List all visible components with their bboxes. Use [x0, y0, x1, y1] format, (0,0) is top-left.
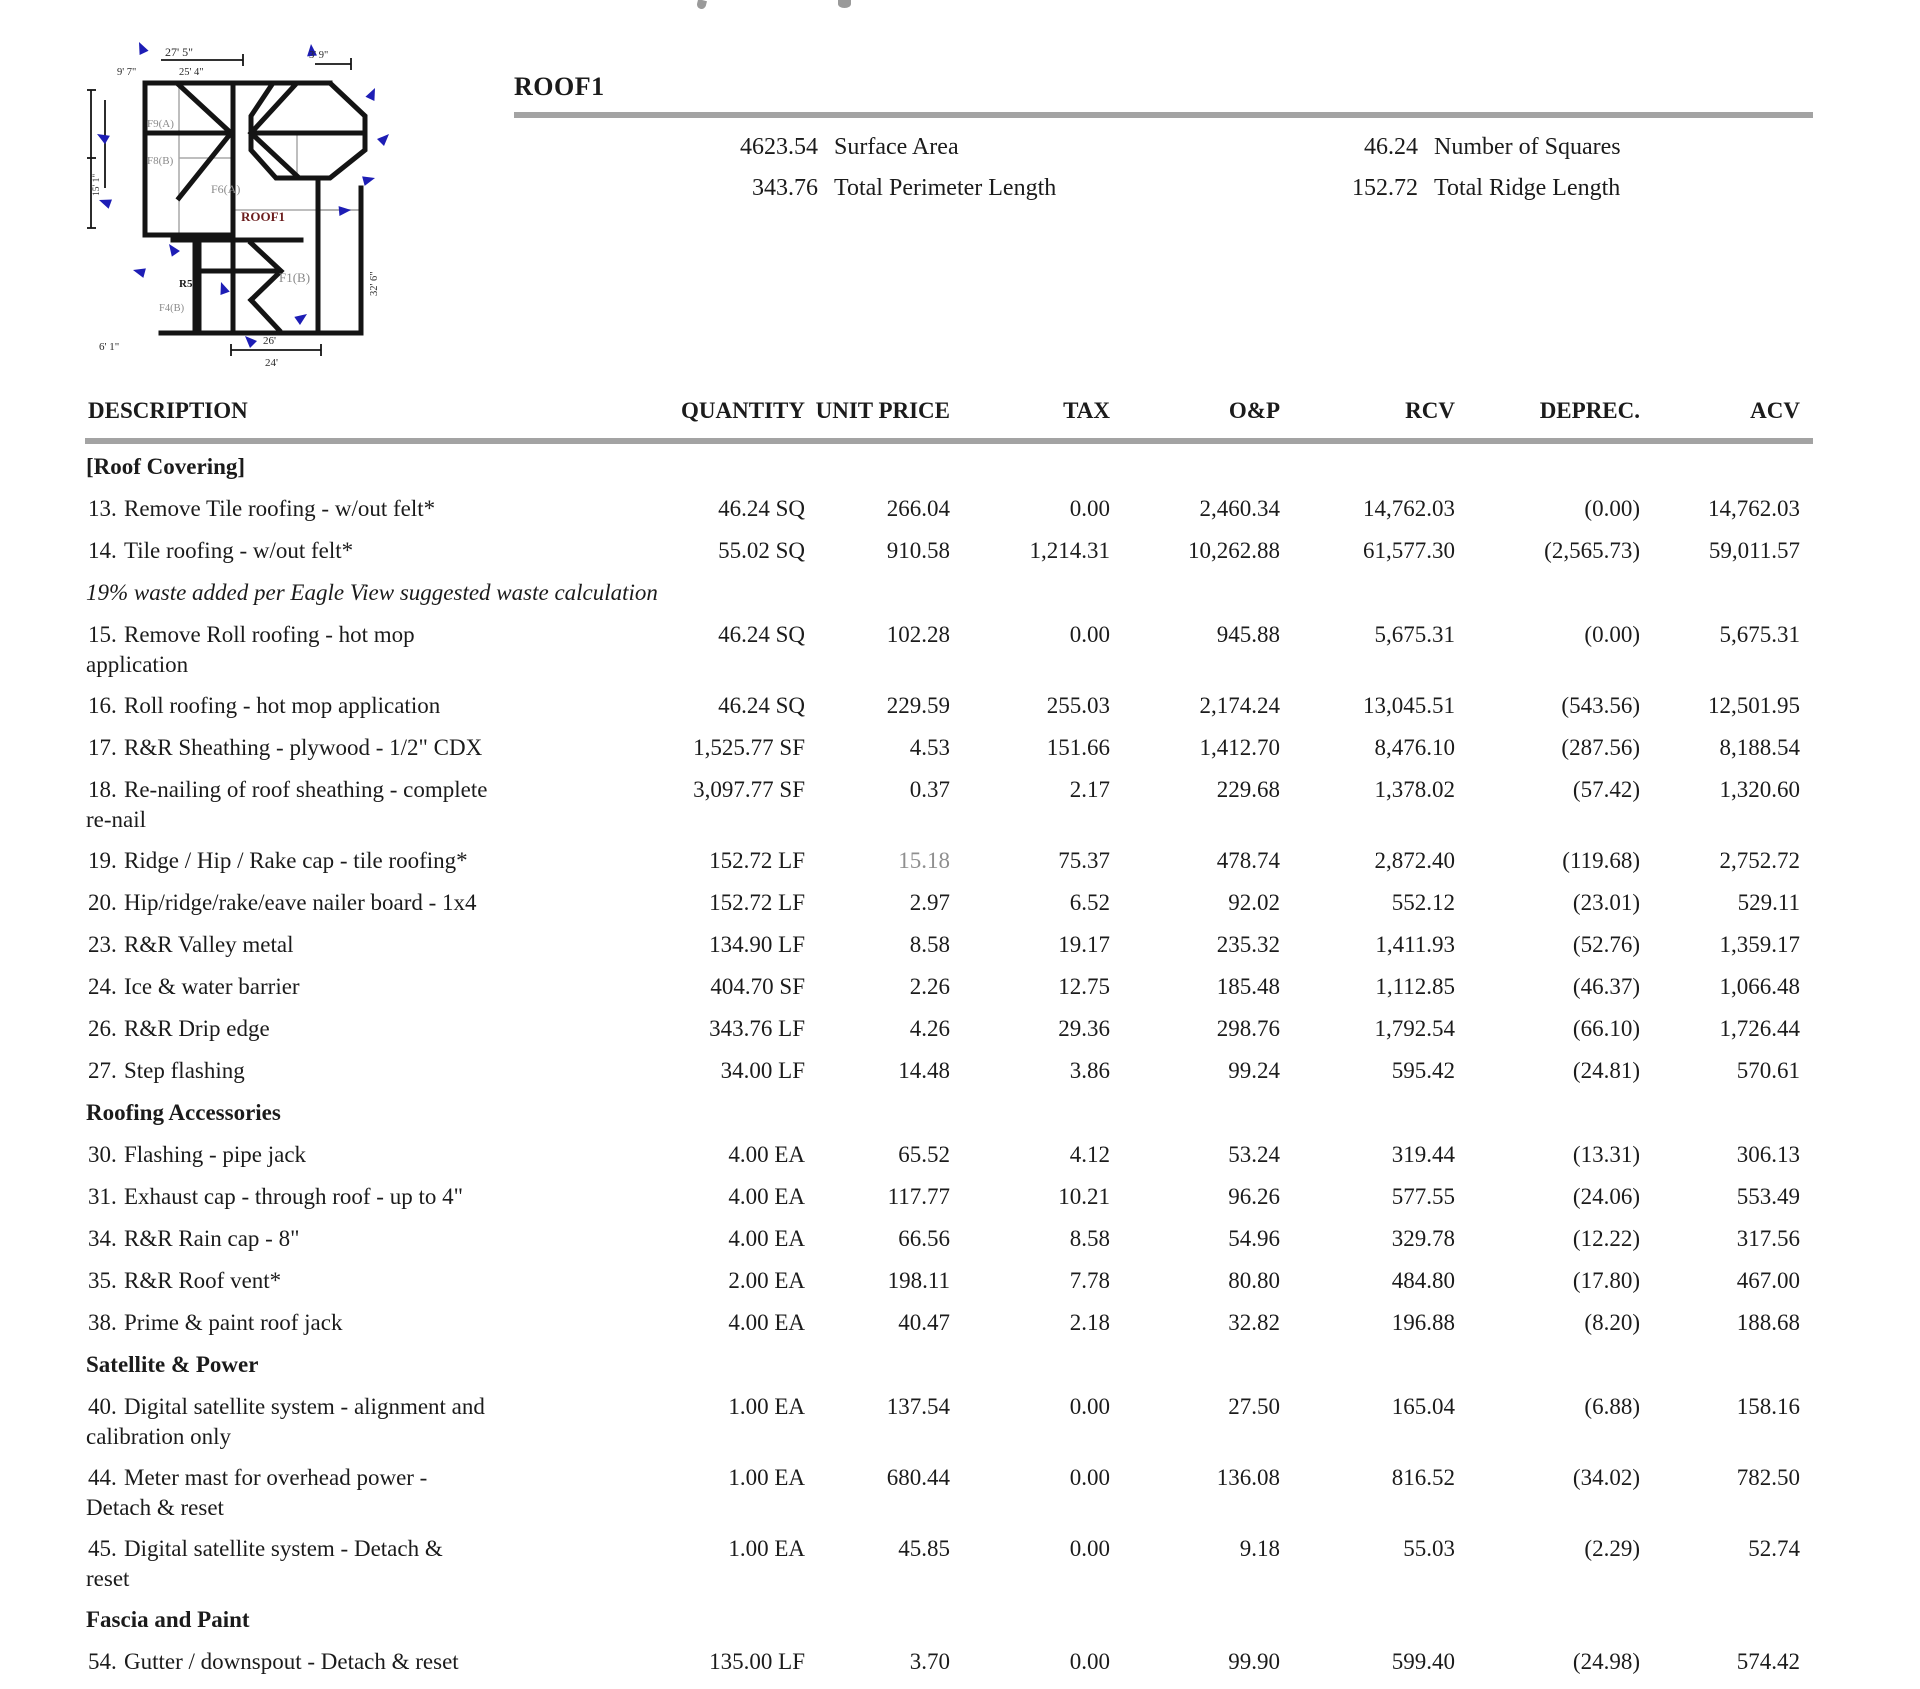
cell-rcv: 599.40	[1391, 1649, 1455, 1674]
facet-label-r5: R5	[179, 278, 193, 290]
cell-tax: 255.03	[1046, 693, 1110, 718]
cell-tax: 0.00	[1069, 1536, 1110, 1561]
pitch-marker-icons	[97, 42, 389, 348]
cell-op: 2,460.34	[1199, 496, 1280, 521]
line-description-cont: Detach & reset	[86, 1495, 224, 1520]
cell-rcv: 165.04	[1391, 1394, 1455, 1419]
line-number: 27.	[88, 1058, 117, 1083]
cell-quantity: 135.00 LF	[709, 1649, 805, 1674]
line-description-cont: calibration only	[86, 1424, 231, 1449]
cell-deprec: (0.00)	[1584, 622, 1640, 647]
cell-deprec: (46.37)	[1572, 974, 1640, 999]
dim-left: 15' 1"	[92, 173, 102, 196]
col-header-description: DESCRIPTION	[88, 398, 248, 423]
cell-acv: 782.50	[1736, 1465, 1800, 1490]
cell-op: 2,174.24	[1199, 693, 1280, 718]
section-heading: Roofing Accessories	[86, 1100, 281, 1125]
cell-unit-price: 266.04	[886, 496, 950, 521]
table-row	[0, 1056, 1920, 1098]
line-description: R&R Roof vent*	[124, 1268, 282, 1293]
cell-deprec: (66.10)	[1572, 1016, 1640, 1041]
table-row	[0, 1534, 1920, 1605]
cell-acv: 570.61	[1736, 1058, 1800, 1083]
diagram-roof1-label: ROOF1	[241, 209, 286, 224]
cell-quantity: 2.00 EA	[728, 1268, 805, 1293]
facet-label-f4b: F4(B)	[159, 303, 185, 314]
cell-unit-price: 14.48	[898, 1058, 950, 1083]
line-description: Re-nailing of roof sheathing - complete	[124, 777, 488, 802]
cell-tax: 75.37	[1058, 848, 1110, 873]
dim-bottom: 26'	[263, 335, 276, 347]
cell-rcv: 14,762.03	[1363, 496, 1455, 521]
line-description: Hip/ridge/rake/eave nailer board - 1x4	[124, 890, 477, 915]
cell-quantity: 3,097.77 SF	[693, 777, 805, 802]
table-row	[0, 1224, 1920, 1266]
cell-unit-price: 137.54	[886, 1394, 950, 1419]
stat-surface-area-value: 4623.54	[740, 134, 818, 160]
cell-unit-price: 680.44	[886, 1465, 950, 1490]
col-header-deprec: DEPREC.	[1539, 398, 1640, 423]
line-number: 17.	[88, 735, 117, 760]
cell-quantity: 34.00 LF	[720, 1058, 805, 1083]
section-heading: Fascia and Paint	[86, 1607, 250, 1632]
cell-rcv: 484.80	[1391, 1268, 1455, 1293]
line-description: R&R Rain cap - 8"	[124, 1226, 300, 1251]
cell-deprec: (0.00)	[1584, 496, 1640, 521]
cell-acv: 59,011.57	[1708, 538, 1800, 563]
cell-tax: 3.86	[1069, 1058, 1110, 1083]
table-row	[0, 494, 1920, 536]
cell-unit-price: 15.18	[898, 848, 950, 873]
table-row	[0, 733, 1920, 775]
cell-op: 298.76	[1216, 1016, 1280, 1041]
table-row	[0, 1014, 1920, 1056]
cell-quantity: 46.24 SQ	[718, 693, 805, 718]
col-header-op: O&P	[1228, 398, 1280, 423]
cell-rcv: 816.52	[1391, 1465, 1455, 1490]
cell-acv: 1,359.17	[1719, 932, 1800, 957]
line-number: 54.	[88, 1649, 117, 1674]
cell-rcv: 329.78	[1391, 1226, 1455, 1251]
table-row	[0, 775, 1920, 846]
table-section-row	[0, 452, 1920, 494]
line-number: 16.	[88, 693, 117, 718]
stat-perimeter-label: Total Perimeter Length	[834, 175, 1057, 201]
cell-quantity: 1.00 EA	[728, 1394, 805, 1419]
stat-surface-area-label: Surface Area	[834, 134, 959, 160]
line-number: 45.	[88, 1536, 117, 1561]
cell-acv: 317.56	[1736, 1226, 1800, 1251]
cell-deprec: (13.31)	[1572, 1142, 1640, 1167]
cell-quantity: 4.00 EA	[728, 1142, 805, 1167]
dim-top-right: 3' 9"	[309, 50, 329, 61]
cell-tax: 2.17	[1069, 777, 1110, 802]
cell-unit-price: 910.58	[886, 538, 950, 563]
section-heading: Satellite & Power	[86, 1352, 259, 1377]
cell-unit-price: 3.70	[909, 1649, 950, 1674]
table-row	[0, 1308, 1920, 1350]
cell-deprec: (119.68)	[1562, 848, 1640, 873]
line-description: Tile roofing - w/out felt*	[124, 538, 354, 563]
cell-quantity: 55.02 SQ	[718, 538, 805, 563]
cell-deprec: (2.29)	[1584, 1536, 1640, 1561]
cell-acv: 1,726.44	[1719, 1016, 1800, 1041]
col-header-unit-price: UNIT PRICE	[815, 398, 950, 423]
line-number: 40.	[88, 1394, 117, 1419]
line-description: Ice & water barrier	[124, 974, 300, 999]
line-description: Roll roofing - hot mop application	[124, 693, 441, 718]
line-number: 20.	[88, 890, 117, 915]
table-row	[0, 691, 1920, 733]
dim-top: 27' 5"	[165, 45, 194, 59]
stat-number-squares-value: 46.24	[1364, 134, 1418, 160]
cell-tax: 1,214.31	[1029, 538, 1110, 563]
cell-rcv: 61,577.30	[1363, 538, 1455, 563]
cell-op: 9.18	[1239, 1536, 1280, 1561]
cell-quantity: 1.00 EA	[728, 1536, 805, 1561]
cell-quantity: 404.70 SF	[710, 974, 805, 999]
cell-acv: 553.49	[1736, 1184, 1800, 1209]
cell-op: 136.08	[1216, 1465, 1280, 1490]
cell-rcv: 196.88	[1391, 1310, 1455, 1335]
line-description-cont: application	[86, 652, 189, 677]
facet-label-f8b: F8(B)	[147, 155, 174, 167]
table-section-row	[0, 1605, 1920, 1647]
stat-number-squares-label: Number of Squares	[1434, 134, 1621, 160]
line-description: Digital satellite system - alignment and	[124, 1394, 485, 1419]
table-row	[0, 1647, 1920, 1689]
stat-ridge-label: Total Ridge Length	[1434, 175, 1621, 201]
cell-quantity: 152.72 LF	[709, 890, 805, 915]
cell-deprec: (24.98)	[1572, 1649, 1640, 1674]
cell-op: 32.82	[1228, 1310, 1280, 1335]
cell-rcv: 2,872.40	[1374, 848, 1455, 873]
table-row	[0, 930, 1920, 972]
line-number: 26.	[88, 1016, 117, 1041]
line-number: 13.	[88, 496, 117, 521]
cell-acv: 1,320.60	[1719, 777, 1800, 802]
waste-note: 19% waste added per Eagle View suggested waste calculation	[86, 580, 658, 605]
line-number: 44.	[88, 1465, 117, 1490]
cell-op: 229.68	[1216, 777, 1280, 802]
line-description: Meter mast for overhead power -	[124, 1465, 428, 1490]
cell-tax: 10.21	[1058, 1184, 1110, 1209]
cell-quantity: 4.00 EA	[728, 1184, 805, 1209]
dim-bottom-left: 6' 1"	[99, 341, 120, 353]
roof-diagram	[83, 38, 431, 376]
cell-acv: 529.11	[1737, 890, 1800, 915]
line-number: 30.	[88, 1142, 117, 1167]
table-row	[0, 536, 1920, 578]
cell-acv: 14,762.03	[1708, 496, 1800, 521]
cell-deprec: (543.56)	[1561, 693, 1640, 718]
dim-right: 32' 6"	[369, 271, 380, 296]
cell-deprec: (52.76)	[1572, 932, 1640, 957]
cell-tax: 0.00	[1069, 1465, 1110, 1490]
line-description: Exhaust cap - through roof - up to 4"	[124, 1184, 463, 1209]
cutoff-text-remnant	[838, 0, 851, 8]
cell-rcv: 8,476.10	[1374, 735, 1455, 760]
cell-deprec: (8.20)	[1584, 1310, 1640, 1335]
cell-tax: 8.58	[1069, 1226, 1110, 1251]
table-header-divider	[85, 438, 1813, 444]
cell-op: 27.50	[1228, 1394, 1280, 1419]
cell-deprec: (23.01)	[1572, 890, 1640, 915]
dim-bottom-2: 24'	[265, 357, 278, 369]
line-number: 24.	[88, 974, 117, 999]
cell-op: 99.24	[1228, 1058, 1280, 1083]
line-description: Gutter / downspout - Detach & reset	[124, 1649, 459, 1674]
table-note-row	[0, 578, 1920, 620]
cell-acv: 8,188.54	[1719, 735, 1800, 760]
cell-acv: 52.74	[1748, 1536, 1800, 1561]
cell-tax: 0.00	[1069, 496, 1110, 521]
cell-tax: 19.17	[1058, 932, 1110, 957]
cell-rcv: 595.42	[1391, 1058, 1455, 1083]
dim-top-left-2: 25' 4"	[179, 67, 204, 78]
cell-acv: 188.68	[1736, 1310, 1800, 1335]
table-row	[0, 1463, 1920, 1534]
cell-op: 10,262.88	[1188, 538, 1280, 563]
cell-acv: 2,752.72	[1719, 848, 1800, 873]
cell-deprec: (6.88)	[1584, 1394, 1640, 1419]
cell-tax: 0.00	[1069, 1649, 1110, 1674]
line-number: 15.	[88, 622, 117, 647]
cell-unit-price: 229.59	[886, 693, 950, 718]
line-description: Digital satellite system - Detach &	[124, 1536, 443, 1561]
cell-unit-price: 0.37	[909, 777, 950, 802]
cell-unit-price: 65.52	[898, 1142, 950, 1167]
cell-deprec: (287.56)	[1561, 735, 1640, 760]
cell-quantity: 46.24 SQ	[718, 496, 805, 521]
cell-unit-price: 4.26	[909, 1016, 950, 1041]
section-heading: [Roof Covering]	[86, 454, 246, 479]
cell-op: 478.74	[1216, 848, 1280, 873]
facet-label-f1b: F1(B)	[279, 270, 311, 285]
section-title: ROOF1	[514, 72, 605, 101]
line-number: 18.	[88, 777, 117, 802]
cell-op: 53.24	[1228, 1142, 1280, 1167]
cell-unit-price: 198.11	[887, 1268, 950, 1293]
table-row	[0, 1266, 1920, 1308]
cell-tax: 7.78	[1069, 1268, 1110, 1293]
line-number: 38.	[88, 1310, 117, 1335]
facet-label-f6a: F6(A)	[211, 182, 241, 196]
cell-unit-price: 117.77	[887, 1184, 950, 1209]
table-row	[0, 972, 1920, 1014]
cell-deprec: (24.06)	[1572, 1184, 1640, 1209]
cell-rcv: 1,378.02	[1374, 777, 1455, 802]
line-number: 34.	[88, 1226, 117, 1251]
cell-tax: 12.75	[1058, 974, 1110, 999]
cell-rcv: 319.44	[1391, 1142, 1455, 1167]
cell-op: 945.88	[1216, 622, 1280, 647]
cell-quantity: 134.90 LF	[709, 932, 805, 957]
line-description: Ridge / Hip / Rake cap - tile roofing*	[124, 848, 468, 873]
cell-deprec: (57.42)	[1572, 777, 1640, 802]
cell-rcv: 5,675.31	[1374, 622, 1455, 647]
cell-rcv: 13,045.51	[1363, 693, 1455, 718]
line-description: Remove Tile roofing - w/out felt*	[124, 496, 436, 521]
line-number: 14.	[88, 538, 117, 563]
cell-rcv: 1,411.93	[1375, 932, 1455, 957]
line-description: Flashing - pipe jack	[124, 1142, 307, 1167]
cell-tax: 6.52	[1069, 890, 1110, 915]
cell-acv: 5,675.31	[1719, 622, 1800, 647]
table-row	[0, 888, 1920, 930]
cell-op: 54.96	[1228, 1226, 1280, 1251]
stat-ridge-value: 152.72	[1352, 175, 1418, 201]
cell-quantity: 1,525.77 SF	[693, 735, 805, 760]
col-header-rcv: RCV	[1405, 398, 1455, 423]
line-number: 19.	[88, 848, 117, 873]
line-description: R&R Valley metal	[124, 932, 294, 957]
cell-op: 80.80	[1228, 1268, 1280, 1293]
col-header-tax: TAX	[1063, 398, 1110, 423]
line-items-table	[0, 452, 1920, 1689]
col-header-acv: ACV	[1750, 398, 1800, 423]
line-number: 31.	[88, 1184, 117, 1209]
cell-quantity: 152.72 LF	[709, 848, 805, 873]
table-row	[0, 620, 1920, 691]
cell-acv: 158.16	[1736, 1394, 1800, 1419]
line-number: 35.	[88, 1268, 117, 1293]
cell-quantity: 343.76 LF	[709, 1016, 805, 1041]
cell-rcv: 55.03	[1403, 1536, 1455, 1561]
cell-rcv: 552.12	[1391, 890, 1455, 915]
cutoff-text-remnant	[696, 0, 707, 10]
table-row	[0, 1182, 1920, 1224]
cell-acv: 574.42	[1736, 1649, 1800, 1674]
cell-quantity: 46.24 SQ	[718, 622, 805, 647]
cell-quantity: 4.00 EA	[728, 1310, 805, 1335]
line-description-cont: re-nail	[86, 807, 147, 832]
table-section-row	[0, 1098, 1920, 1140]
stat-perimeter-value: 343.76	[752, 175, 818, 201]
cell-unit-price: 2.97	[909, 890, 950, 915]
dim-top-left-1: 9' 7"	[117, 67, 137, 78]
cell-deprec: (12.22)	[1572, 1226, 1640, 1251]
line-description: Remove Roll roofing - hot mop	[124, 622, 415, 647]
cell-op: 235.32	[1216, 932, 1280, 957]
cell-tax: 4.12	[1069, 1142, 1110, 1167]
line-number: 23.	[88, 932, 117, 957]
cell-unit-price: 66.56	[898, 1226, 950, 1251]
facet-label-f9a: F9(A)	[147, 118, 174, 130]
line-description: R&R Sheathing - plywood - 1/2" CDX	[124, 735, 483, 760]
title-divider	[514, 112, 1813, 118]
cell-acv: 306.13	[1736, 1142, 1800, 1167]
cell-unit-price: 45.85	[898, 1536, 950, 1561]
table-section-row	[0, 1350, 1920, 1392]
cell-acv: 467.00	[1736, 1268, 1800, 1293]
table-header	[0, 398, 1920, 432]
line-description: Prime & paint roof jack	[124, 1310, 343, 1335]
cell-unit-price: 102.28	[886, 622, 950, 647]
cell-tax: 0.00	[1069, 1394, 1110, 1419]
cell-rcv: 1,112.85	[1375, 974, 1455, 999]
cell-unit-price: 8.58	[909, 932, 950, 957]
cell-deprec: (17.80)	[1572, 1268, 1640, 1293]
cell-op: 92.02	[1228, 890, 1280, 915]
cell-tax: 29.36	[1058, 1016, 1110, 1041]
table-row	[0, 1392, 1920, 1463]
col-header-quantity: QUANTITY	[681, 398, 805, 423]
line-description: Step flashing	[124, 1058, 245, 1083]
cell-unit-price: 2.26	[909, 974, 950, 999]
cell-tax: 151.66	[1046, 735, 1110, 760]
line-description: R&R Drip edge	[124, 1016, 270, 1041]
cell-op: 1,412.70	[1199, 735, 1280, 760]
cell-quantity: 4.00 EA	[728, 1226, 805, 1251]
cell-rcv: 1,792.54	[1374, 1016, 1455, 1041]
cell-rcv: 577.55	[1391, 1184, 1455, 1209]
cell-quantity: 1.00 EA	[728, 1465, 805, 1490]
cell-op: 99.90	[1228, 1649, 1280, 1674]
cell-op: 185.48	[1216, 974, 1280, 999]
cell-unit-price: 40.47	[898, 1310, 950, 1335]
cell-unit-price: 4.53	[909, 735, 950, 760]
table-row	[0, 846, 1920, 888]
table-row	[0, 1140, 1920, 1182]
cell-tax: 2.18	[1069, 1310, 1110, 1335]
cell-acv: 12,501.95	[1708, 693, 1800, 718]
cell-deprec: (24.81)	[1572, 1058, 1640, 1083]
cell-tax: 0.00	[1069, 622, 1110, 647]
cell-acv: 1,066.48	[1719, 974, 1800, 999]
cell-deprec: (2,565.73)	[1544, 538, 1640, 563]
cell-deprec: (34.02)	[1572, 1465, 1640, 1490]
line-description-cont: reset	[86, 1566, 130, 1591]
cell-op: 96.26	[1228, 1184, 1280, 1209]
